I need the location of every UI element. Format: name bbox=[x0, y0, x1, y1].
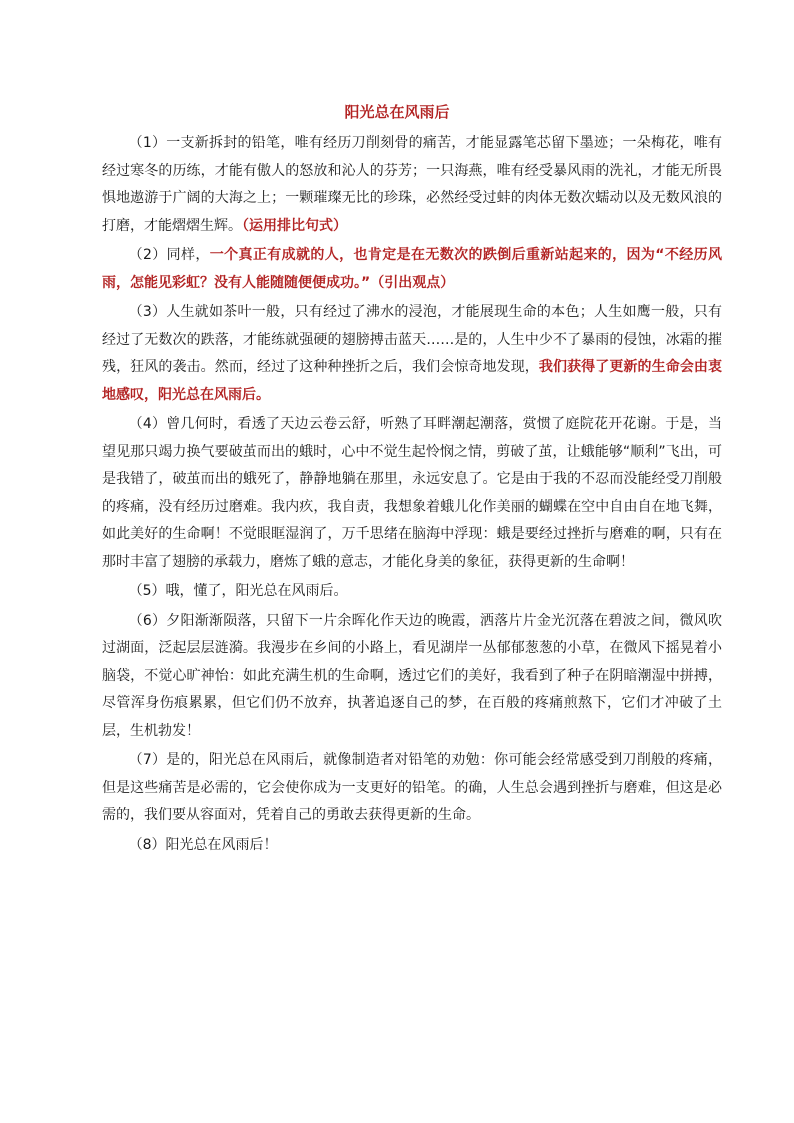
paragraph-4 bbox=[102, 411, 722, 576]
paragraph-1-note: （运用排比句式） bbox=[242, 217, 347, 234]
paragraph-2-note: （引出观点） bbox=[370, 274, 455, 291]
paragraph-1 bbox=[102, 130, 722, 240]
paragraph-7 bbox=[102, 747, 722, 830]
paragraph-2 bbox=[102, 242, 722, 297]
paragraph-5 bbox=[102, 578, 722, 606]
paragraph-8-text: （8）阳光总在风雨后！ bbox=[128, 836, 278, 853]
paragraph-2-text: （2）同样， bbox=[128, 247, 210, 263]
paragraph-3-text: （3）人生就如茶叶一般，只有经过了沸水的浸泡，才能展现生命的本色；人生如鹰一般，只有经过了无数次的跌落，才能练就强硬的翅膀搏击蓝天……是的，人生中少不了暴雨的侵蚀，冰霜的摧残，狂风的袭击。然而，经过了这种种挫折之后，我们会惊奇地发现， bbox=[102, 304, 722, 375]
paragraph-3-emphasis: 我们获得了更新的生命会由衷地感叹，阳光总在风雨后。 bbox=[102, 359, 723, 403]
article-body bbox=[102, 130, 722, 859]
paragraph-4-text: （4）曾几何时，看透了天边云卷云舒，听熟了耳畔潮起潮落，赏惯了庭院花开花谢。于是，当望见那只竭力换气要破茧而出的蛾时，心中不觉生起怜悯之情，剪破了茧，让蛾能够“顺利”飞出，可是我错了，破茧而出的蛾死了，静静地躺在那里，永远安息了。它是由于我的不忍而没能经受刀削般的疼痛，没有经历过磨难。我内疚，我自责，我想象着蛾儿化作美丽的蝴蝶在空中自由自在地飞舞，如此美好的生命啊！不觉眼眶湿润了，万千思绪在脑海中浮现：蛾是要经过挫折与磨难的啊，只有在那时丰富了翅膀的承载力，磨炼了蛾的意志，才能化身美的象征，获得更新的生命啊！ bbox=[102, 416, 722, 570]
paragraph-6-text: （6）夕阳渐渐陨落，只留下一片余晖化作天边的晚霞，洒落片片金光沉落在碧波之间，微风吹过湖面，泛起层层涟漪。我漫步在乡间的小路上，看见湖岸一丛郁郁葱葱的小草，在微风下摇晃着小脑袋，不觉心旷神怡：如此充满生机的生命啊，透过它们的美好，我看到了种子在阴暗潮湿中拼搏，尽管浑身伤痕累累，但它们仍不放弃，执著追逐自己的梦，在百般的疼痛煎熬下，它们才冲破了土层，生机勃发！ bbox=[102, 612, 722, 739]
paragraph-6 bbox=[102, 608, 722, 746]
paragraph-5-text: （5）哦，懂了，阳光总在风雨后。 bbox=[128, 583, 348, 599]
paragraph-7-text: （7）是的，阳光总在风雨后，就像制造者对铅笔的劝勉：你可能会经常感受到刀削般的疼痛，但是这些痛苦是必需的，它会使你成为一支更好的铅笔。的确，人生总会遇到挫折与磨难，但这是必需的，我们要从容面对，凭着自己的勇敢去获得更新的生命。 bbox=[102, 752, 722, 823]
paragraph-8 bbox=[102, 832, 722, 860]
page-title: 阳光总在风雨后 bbox=[344, 103, 450, 121]
paragraph-2-emphasis: 一个真正有成就的人，也肯定是在无数次的跌倒后重新站起来的，因为“不经历风雨，怎能见彩虹？没有人能随随便便成功。” bbox=[102, 247, 722, 291]
paragraph-3 bbox=[102, 299, 722, 409]
paragraph-1-text: （1）一支新拆封的铅笔，唯有经历刀削刻骨的痛苦，才能显露笔芯留下墨迹；一朵梅花，唯有经过寒冬的历练，才能有傲人的怒放和沁人的芬芳；一只海燕，唯有经受暴风雨的洗礼，才能无所畏惧地遨游于广阔的大海之上；一颗璀璨无比的珍珠，必然经受过蚌的肉体无数次蠕动以及无数风浪的打磨，才能熠熠生辉。 bbox=[102, 135, 722, 234]
